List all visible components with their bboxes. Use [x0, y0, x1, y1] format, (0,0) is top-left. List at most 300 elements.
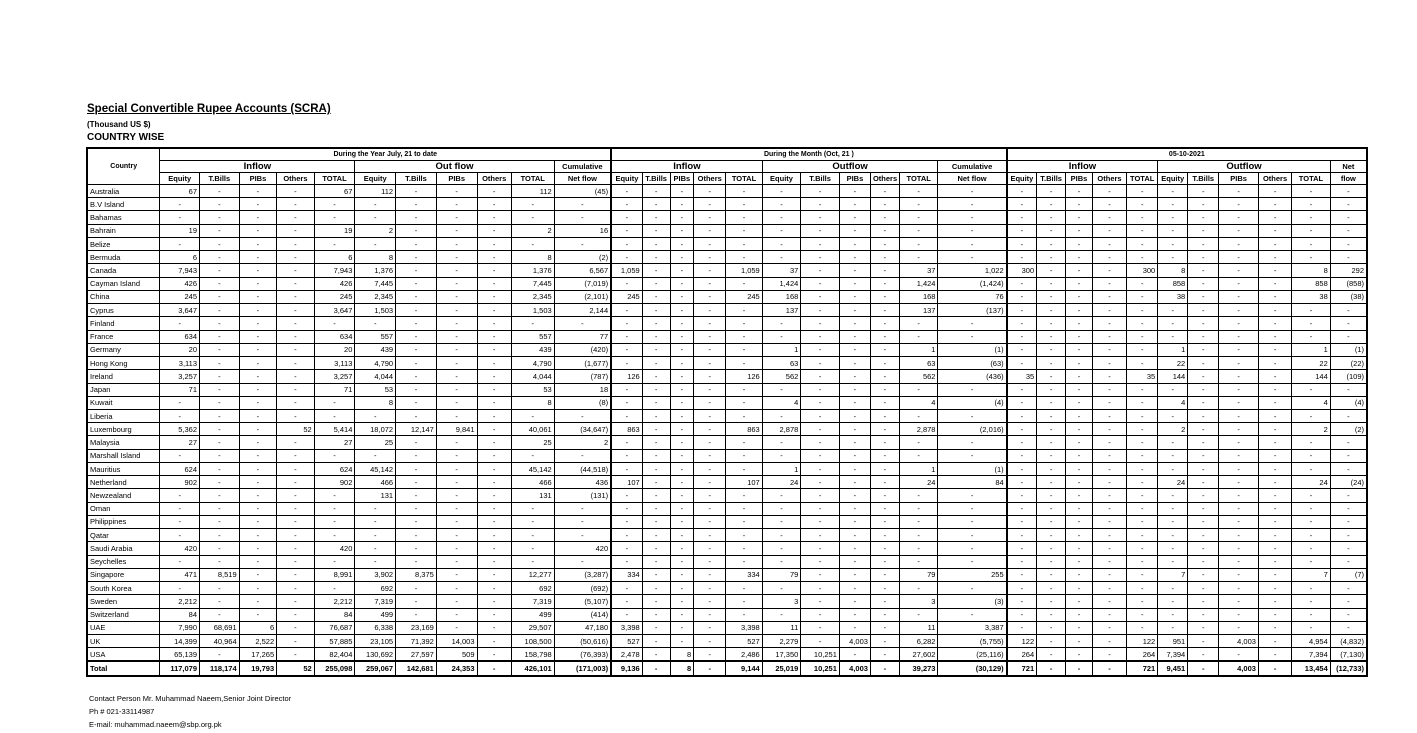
value-cell: -: [239, 357, 277, 370]
value-cell: 3,902: [355, 568, 396, 581]
value-cell: -: [1258, 648, 1291, 662]
value-cell: -: [899, 198, 938, 211]
value-cell: -: [1258, 489, 1291, 502]
value-cell: -: [1158, 185, 1188, 198]
value-cell: -: [670, 476, 694, 489]
value-cell: -: [1219, 304, 1259, 317]
value-cell: -: [611, 462, 642, 475]
value-cell: -: [436, 330, 477, 343]
value-cell: 7,943: [160, 264, 200, 277]
subheader-pibs: PIBs: [670, 173, 694, 185]
value-cell: -: [239, 290, 277, 303]
value-cell: -: [1066, 277, 1093, 290]
value-cell: -: [1258, 436, 1291, 449]
value-cell: -: [611, 277, 642, 290]
subheader-others: Others: [1258, 173, 1291, 185]
value-cell: -: [642, 290, 670, 303]
value-cell: 527: [611, 634, 642, 647]
value-cell: 53: [355, 383, 396, 396]
country-cell: B.V Island: [87, 198, 160, 211]
table-row: [87, 396, 1367, 409]
value-cell: -: [396, 502, 437, 515]
value-cell: -: [477, 185, 511, 198]
value-cell: -: [1066, 224, 1093, 237]
value-cell: -: [1292, 436, 1331, 449]
value-cell: -: [1188, 595, 1219, 608]
header-cumulative-month: Cumulative: [938, 161, 1007, 173]
value-cell: -: [1188, 489, 1219, 502]
value-cell: 76,687: [314, 621, 355, 634]
value-cell: -: [477, 396, 511, 409]
value-cell: -: [839, 396, 870, 409]
value-cell: 8: [511, 251, 554, 264]
value-cell: -: [1292, 304, 1331, 317]
value-cell: -: [200, 211, 240, 224]
value-cell: -: [670, 343, 694, 356]
value-cell: -: [1037, 277, 1066, 290]
table-row: [87, 330, 1367, 343]
value-cell: -: [694, 608, 726, 621]
subheader-tbills: T.Bills: [1037, 173, 1066, 185]
value-cell: 1: [1158, 343, 1188, 356]
value-cell: 2,144: [554, 304, 611, 317]
value-cell: -: [1292, 237, 1331, 250]
value-cell: (44,518): [554, 462, 611, 475]
value-cell: -: [870, 502, 899, 515]
value-cell: -: [1188, 251, 1219, 264]
value-cell: -: [870, 529, 899, 542]
value-cell: -: [1258, 224, 1291, 237]
value-cell: -: [1292, 251, 1331, 264]
value-cell: (22): [1330, 357, 1367, 370]
value-cell: 858: [1292, 277, 1331, 290]
value-cell: 52: [277, 661, 315, 676]
value-cell: 245: [726, 290, 762, 303]
value-cell: -: [642, 436, 670, 449]
value-cell: -: [870, 198, 899, 211]
value-cell: -: [726, 515, 762, 528]
value-cell: 6,282: [899, 634, 938, 647]
value-cell: -: [554, 409, 611, 422]
value-cell: -: [1292, 224, 1331, 237]
value-cell: -: [670, 436, 694, 449]
value-cell: 692: [511, 582, 554, 595]
value-cell: -: [239, 396, 277, 409]
value-cell: -: [1330, 409, 1367, 422]
value-cell: -: [642, 529, 670, 542]
value-cell: -: [1127, 462, 1158, 475]
value-cell: -: [642, 423, 670, 436]
value-cell: -: [1330, 595, 1367, 608]
value-cell: (7,130): [1330, 648, 1367, 662]
table-row: [87, 582, 1367, 595]
value-cell: -: [477, 423, 511, 436]
value-cell: 509: [436, 648, 477, 662]
value-cell: -: [801, 595, 840, 608]
value-cell: -: [762, 555, 801, 568]
value-cell: 4: [1292, 396, 1331, 409]
value-cell: -: [355, 502, 396, 515]
value-cell: 24: [1292, 476, 1331, 489]
value-cell: -: [477, 436, 511, 449]
value-cell: -: [1092, 383, 1126, 396]
value-cell: -: [511, 409, 554, 422]
value-cell: -: [694, 476, 726, 489]
table-row: [87, 595, 1367, 608]
value-cell: -: [1092, 515, 1126, 528]
value-cell: -: [477, 370, 511, 383]
value-cell: -: [870, 542, 899, 555]
value-cell: -: [1219, 436, 1259, 449]
value-cell: 57,885: [314, 634, 355, 647]
value-cell: -: [1037, 555, 1066, 568]
value-cell: 2,522: [239, 634, 277, 647]
value-cell: -: [511, 198, 554, 211]
value-cell: -: [160, 529, 200, 542]
value-cell: -: [1188, 502, 1219, 515]
value-cell: -: [1127, 198, 1158, 211]
value-cell: 11: [899, 621, 938, 634]
value-cell: -: [1037, 237, 1066, 250]
value-cell: 108,500: [511, 634, 554, 647]
value-cell: -: [938, 237, 1007, 250]
value-cell: -: [314, 198, 355, 211]
value-cell: -: [839, 436, 870, 449]
value-cell: -: [1258, 582, 1291, 595]
value-cell: -: [239, 343, 277, 356]
value-cell: -: [938, 211, 1007, 224]
value-cell: -: [694, 343, 726, 356]
value-cell: -: [839, 224, 870, 237]
value-cell: (12,733): [1330, 661, 1367, 676]
value-cell: -: [436, 529, 477, 542]
value-cell: -: [694, 621, 726, 634]
value-cell: -: [839, 251, 870, 264]
value-cell: -: [1037, 476, 1066, 489]
header-inflow-month: Inflow: [611, 161, 762, 173]
value-cell: 7,319: [511, 595, 554, 608]
value-cell: -: [436, 436, 477, 449]
value-cell: 2: [511, 224, 554, 237]
value-cell: -: [1188, 462, 1219, 475]
table-row: [87, 423, 1367, 436]
value-cell: -: [1158, 449, 1188, 462]
value-cell: -: [1219, 290, 1259, 303]
value-cell: -: [1219, 264, 1259, 277]
value-cell: 35: [1007, 370, 1037, 383]
value-cell: -: [1127, 489, 1158, 502]
table-row: [87, 357, 1367, 370]
value-cell: -: [801, 476, 840, 489]
value-cell: -: [1007, 357, 1037, 370]
country-cell: Switzerland: [87, 608, 160, 621]
table-row: [87, 634, 1367, 647]
value-cell: -: [1219, 211, 1259, 224]
country-cell: Newzealand: [87, 489, 160, 502]
value-cell: 2,878: [762, 423, 801, 436]
country-cell: Seychelles: [87, 555, 160, 568]
value-cell: -: [1007, 582, 1037, 595]
value-cell: -: [694, 383, 726, 396]
value-cell: 8: [670, 648, 694, 662]
value-cell: -: [1066, 648, 1093, 662]
value-cell: -: [726, 251, 762, 264]
value-cell: -: [1037, 224, 1066, 237]
value-cell: -: [642, 568, 670, 581]
value-cell: 420: [160, 542, 200, 555]
value-cell: -: [839, 555, 870, 568]
value-cell: (38): [1330, 290, 1367, 303]
value-cell: -: [670, 277, 694, 290]
value-cell: -: [239, 383, 277, 396]
value-cell: -: [1292, 383, 1331, 396]
value-cell: -: [694, 357, 726, 370]
value-cell: -: [670, 330, 694, 343]
value-cell: -: [396, 211, 437, 224]
value-cell: -: [511, 555, 554, 568]
value-cell: -: [694, 317, 726, 330]
value-cell: -: [726, 529, 762, 542]
value-cell: (3): [938, 595, 1007, 608]
value-cell: -: [938, 555, 1007, 568]
value-cell: -: [1188, 529, 1219, 542]
value-cell: -: [1037, 621, 1066, 634]
country-cell: Mauritius: [87, 462, 160, 475]
value-cell: -: [839, 264, 870, 277]
value-cell: 13,454: [1292, 661, 1331, 676]
value-cell: -: [694, 515, 726, 528]
value-cell: -: [554, 515, 611, 528]
value-cell: -: [1258, 634, 1291, 647]
value-cell: -: [694, 251, 726, 264]
value-cell: 7,990: [160, 621, 200, 634]
value-cell: -: [396, 237, 437, 250]
value-cell: -: [1007, 409, 1037, 422]
value-cell: -: [1258, 237, 1291, 250]
value-cell: -: [670, 568, 694, 581]
value-cell: 14,003: [436, 634, 477, 647]
value-cell: -: [277, 489, 315, 502]
table-row: [87, 462, 1367, 475]
value-cell: -: [1258, 396, 1291, 409]
value-cell: -: [239, 529, 277, 542]
value-cell: -: [839, 330, 870, 343]
value-cell: (131): [554, 489, 611, 502]
value-cell: -: [1258, 211, 1291, 224]
value-cell: -: [1292, 515, 1331, 528]
value-cell: -: [1007, 237, 1037, 250]
value-cell: 426,101: [511, 661, 554, 676]
value-cell: -: [801, 357, 840, 370]
value-cell: 79: [762, 568, 801, 581]
value-cell: -: [477, 317, 511, 330]
subheader-total: TOTAL: [314, 173, 355, 185]
value-cell: -: [396, 330, 437, 343]
value-cell: 168: [899, 290, 938, 303]
country-cell: Luxembourg: [87, 423, 160, 436]
value-cell: 7: [1292, 568, 1331, 581]
table-row: [87, 515, 1367, 528]
value-cell: -: [1188, 582, 1219, 595]
value-cell: -: [1092, 608, 1126, 621]
value-cell: -: [938, 515, 1007, 528]
value-cell: -: [1292, 198, 1331, 211]
value-cell: 9,841: [436, 423, 477, 436]
value-cell: 18,072: [355, 423, 396, 436]
value-cell: -: [160, 198, 200, 211]
value-cell: -: [477, 648, 511, 662]
value-cell: -: [899, 515, 938, 528]
value-cell: -: [1219, 568, 1259, 581]
value-cell: -: [899, 383, 938, 396]
value-cell: -: [642, 317, 670, 330]
country-cell: Sweden: [87, 595, 160, 608]
value-cell: -: [396, 476, 437, 489]
value-cell: -: [1188, 396, 1219, 409]
value-cell: -: [694, 489, 726, 502]
value-cell: -: [899, 409, 938, 422]
value-cell: -: [870, 370, 899, 383]
value-cell: -: [1258, 555, 1291, 568]
value-cell: 466: [511, 476, 554, 489]
value-cell: (2,016): [938, 423, 1007, 436]
value-cell: -: [160, 515, 200, 528]
value-cell: -: [1258, 462, 1291, 475]
value-cell: -: [642, 330, 670, 343]
value-cell: (1,677): [554, 357, 611, 370]
value-cell: -: [839, 621, 870, 634]
value-cell: -: [870, 304, 899, 317]
value-cell: -: [726, 317, 762, 330]
unit-label: (Thousand US $): [87, 120, 151, 129]
value-cell: -: [239, 264, 277, 277]
value-cell: -: [870, 608, 899, 621]
value-cell: -: [1066, 502, 1093, 515]
value-cell: 1,503: [355, 304, 396, 317]
subheader-pibs: PIBs: [839, 173, 870, 185]
value-cell: 2,212: [314, 595, 355, 608]
value-cell: -: [938, 489, 1007, 502]
value-cell: -: [239, 555, 277, 568]
value-cell: -: [726, 449, 762, 462]
value-cell: -: [477, 290, 511, 303]
subheader-tbills: T.Bills: [801, 173, 840, 185]
value-cell: -: [801, 489, 840, 502]
value-cell: -: [1037, 370, 1066, 383]
value-cell: -: [938, 409, 1007, 422]
subheader-total: TOTAL: [511, 173, 554, 185]
value-cell: -: [1188, 423, 1219, 436]
value-cell: -: [1092, 529, 1126, 542]
value-cell: -: [396, 449, 437, 462]
value-cell: -: [1258, 277, 1291, 290]
value-cell: -: [1066, 330, 1093, 343]
value-cell: -: [694, 423, 726, 436]
value-cell: -: [1037, 582, 1066, 595]
value-cell: -: [726, 343, 762, 356]
value-cell: -: [1127, 436, 1158, 449]
value-cell: -: [1127, 304, 1158, 317]
table-row: [87, 383, 1367, 396]
value-cell: -: [1007, 489, 1037, 502]
value-cell: -: [694, 436, 726, 449]
value-cell: -: [1037, 383, 1066, 396]
value-cell: -: [239, 185, 277, 198]
value-cell: 23,105: [355, 634, 396, 647]
value-cell: -: [554, 198, 611, 211]
value-cell: -: [396, 304, 437, 317]
value-cell: -: [1092, 568, 1126, 581]
value-cell: -: [726, 211, 762, 224]
value-cell: 24,353: [436, 661, 477, 676]
value-cell: -: [1219, 529, 1259, 542]
value-cell: -: [839, 198, 870, 211]
value-cell: -: [694, 264, 726, 277]
value-cell: -: [726, 185, 762, 198]
value-cell: -: [436, 621, 477, 634]
value-cell: 4,044: [511, 370, 554, 383]
value-cell: -: [1188, 568, 1219, 581]
value-cell: -: [1037, 185, 1066, 198]
value-cell: -: [839, 357, 870, 370]
value-cell: -: [239, 515, 277, 528]
country-cell: Saudi Arabia: [87, 542, 160, 555]
value-cell: -: [436, 489, 477, 502]
value-cell: -: [839, 595, 870, 608]
value-cell: (1): [938, 462, 1007, 475]
value-cell: -: [1007, 502, 1037, 515]
value-cell: -: [801, 634, 840, 647]
value-cell: -: [670, 423, 694, 436]
value-cell: 19: [314, 224, 355, 237]
value-cell: -: [477, 595, 511, 608]
value-cell: 264: [1007, 648, 1037, 662]
value-cell: -: [726, 396, 762, 409]
value-cell: 137: [899, 304, 938, 317]
value-cell: (25,116): [938, 648, 1007, 662]
value-cell: -: [670, 357, 694, 370]
value-cell: -: [314, 502, 355, 515]
contact-person: Contact Person Mr. Muhammad Naeem,Senior Joint Director: [89, 694, 292, 703]
value-cell: -: [801, 436, 840, 449]
value-cell: -: [642, 542, 670, 555]
value-cell: -: [1158, 582, 1188, 595]
value-cell: -: [801, 621, 840, 634]
value-cell: -: [670, 264, 694, 277]
value-cell: -: [1066, 343, 1093, 356]
value-cell: -: [1127, 224, 1158, 237]
country-cell: Bahrain: [87, 224, 160, 237]
value-cell: -: [1092, 304, 1126, 317]
value-cell: -: [1127, 343, 1158, 356]
value-cell: 562: [899, 370, 938, 383]
value-cell: -: [611, 409, 642, 422]
value-cell: -: [477, 198, 511, 211]
value-cell: -: [239, 502, 277, 515]
value-cell: -: [436, 383, 477, 396]
value-cell: 126: [726, 370, 762, 383]
value-cell: -: [1066, 357, 1093, 370]
value-cell: -: [1007, 621, 1037, 634]
value-cell: -: [1092, 396, 1126, 409]
value-cell: -: [694, 634, 726, 647]
value-cell: -: [1037, 515, 1066, 528]
value-cell: -: [396, 515, 437, 528]
value-cell: -: [396, 529, 437, 542]
value-cell: -: [642, 224, 670, 237]
value-cell: 24: [899, 476, 938, 489]
value-cell: -: [1037, 634, 1066, 647]
